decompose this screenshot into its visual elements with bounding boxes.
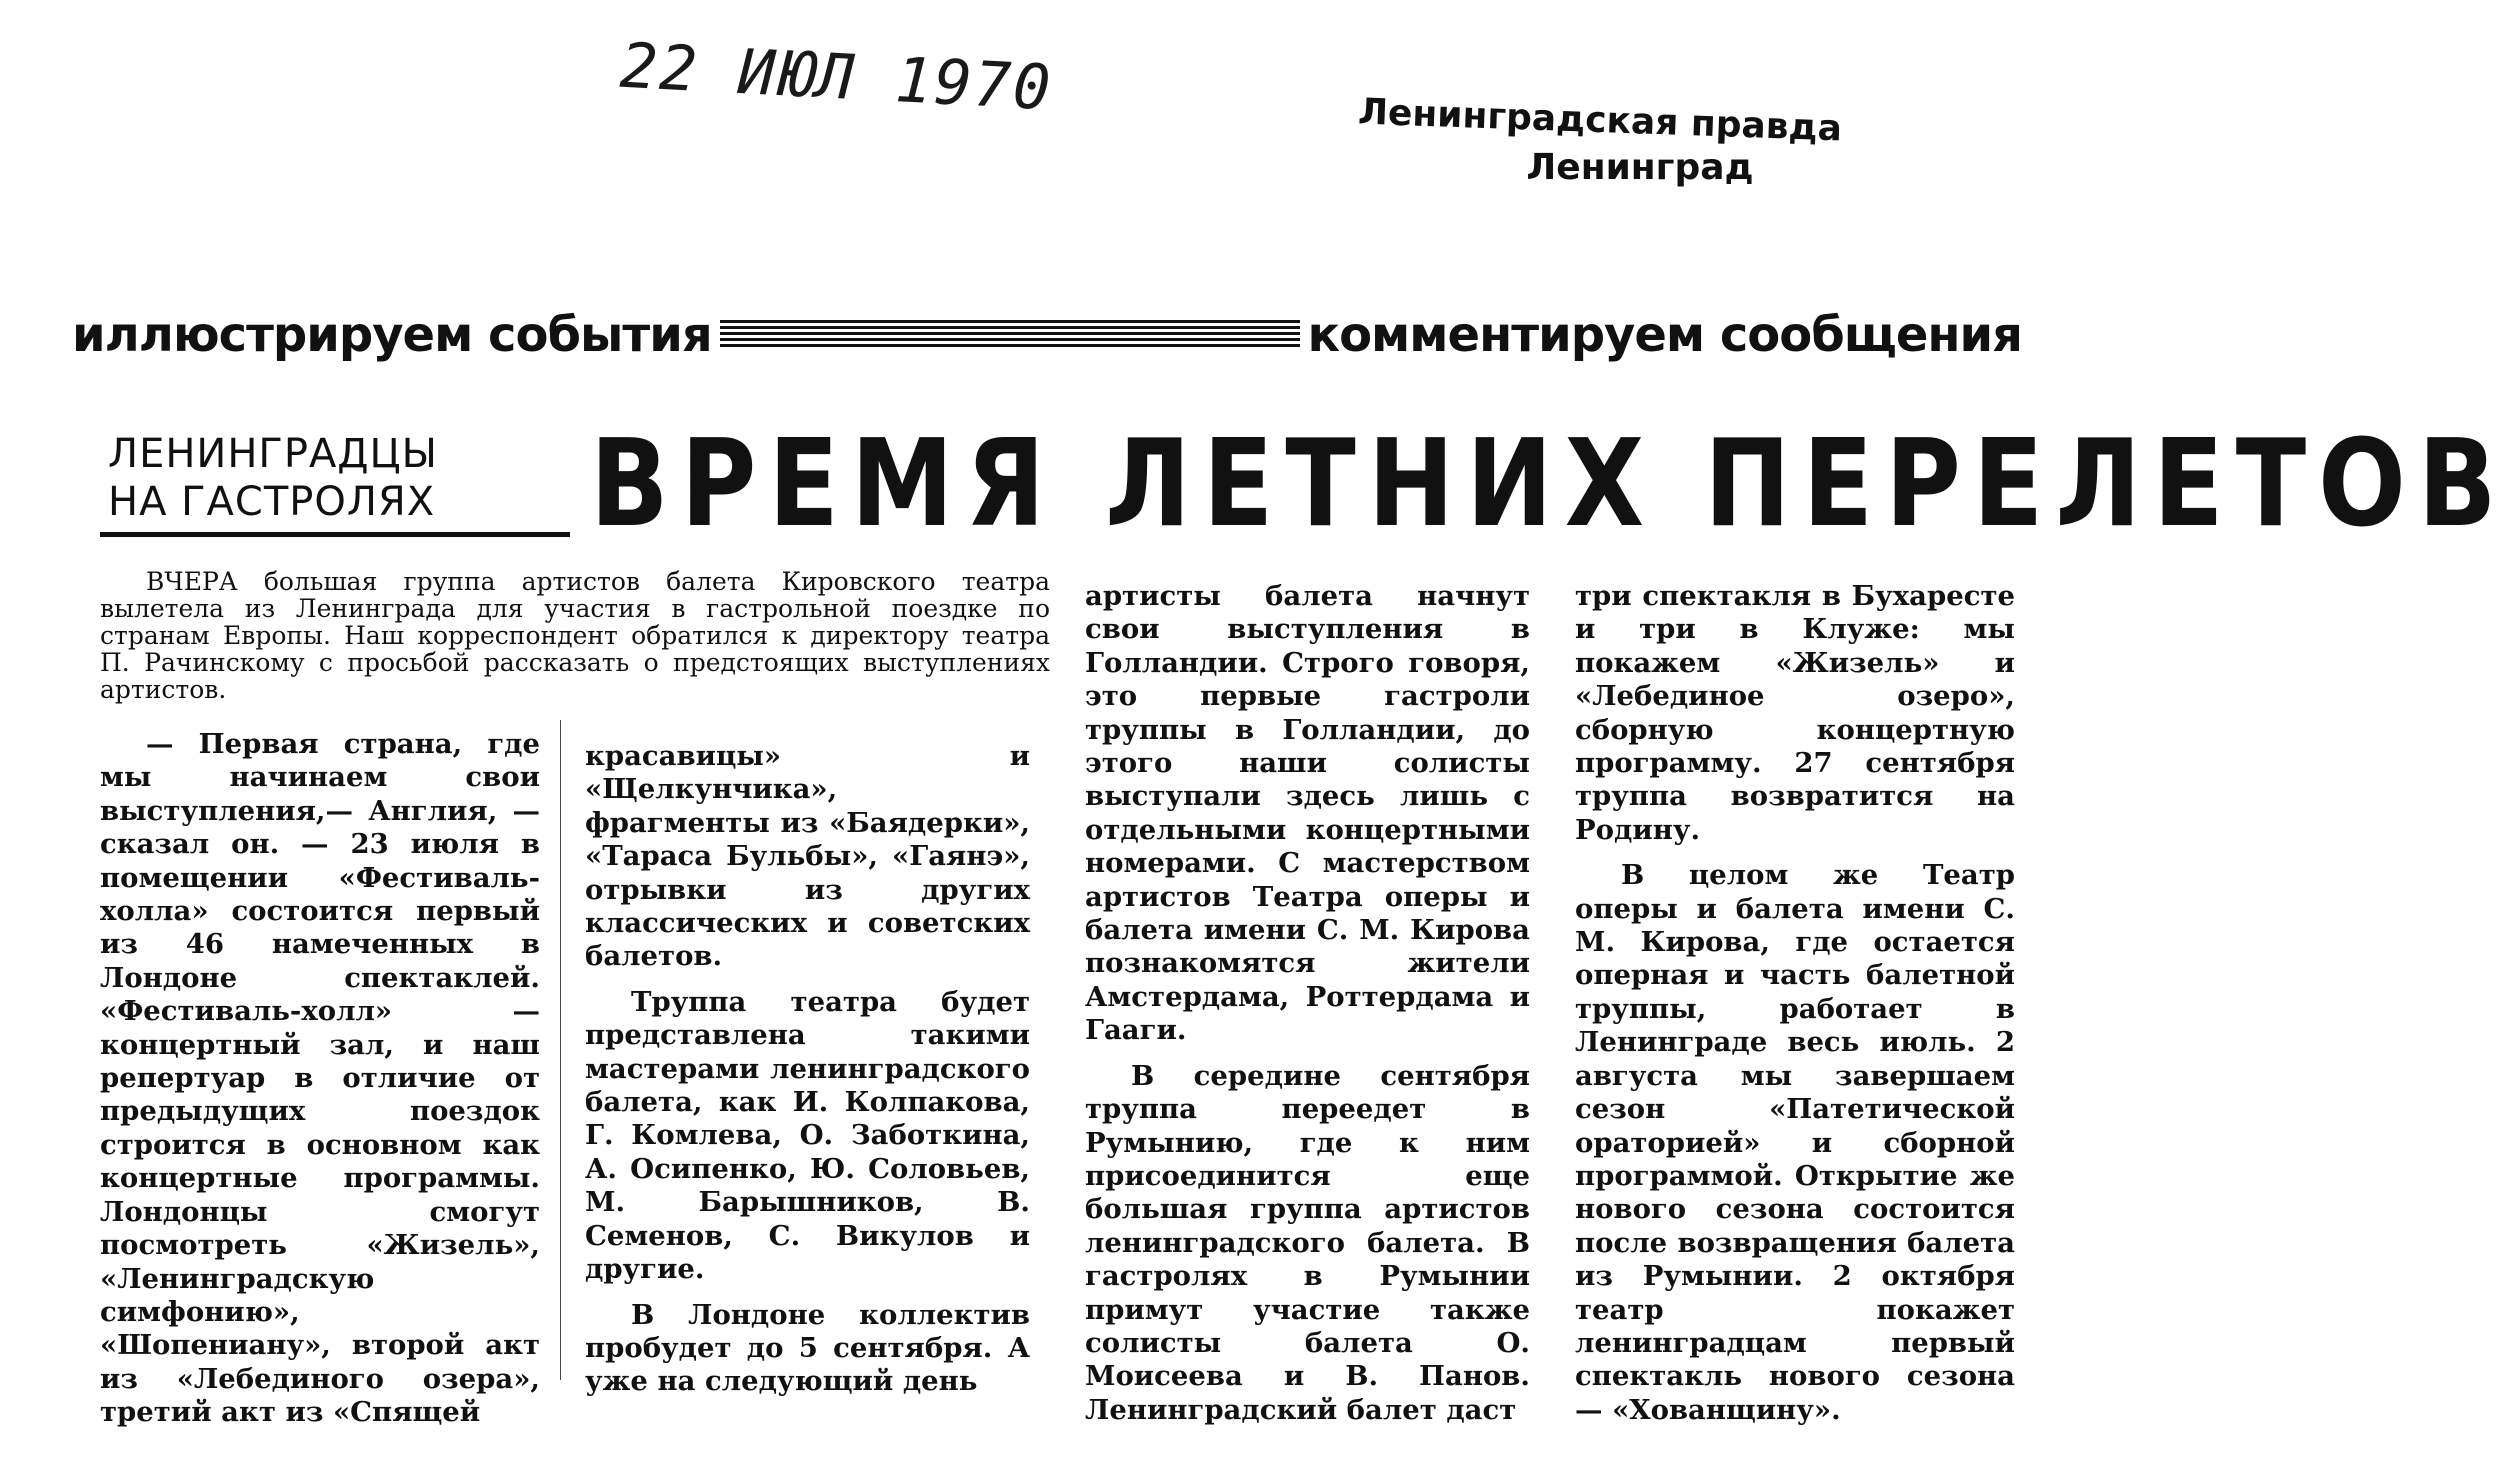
column-2 <box>585 740 1030 1411</box>
column-3 <box>1085 580 1530 1439</box>
column-4 <box>1575 580 2015 1439</box>
newspaper-name: Ленинградская правда <box>1357 91 1843 150</box>
rubric-banner <box>72 300 2022 370</box>
lead-paragraph: ВЧЕРА большая группа артистов балета Кировского театра вылетела из Ленинграда для участия в гастрольной поездке по странам Европы. Наш корреспондент обратился к директору театра П. Рачинскому с просьбой рассказать о предстоящих выступлениях артистов. <box>100 567 1050 704</box>
rubric-divider <box>720 320 1300 350</box>
paragraph: артисты балета начнут свои выступления в Голландии. Строго говоря, это первые гастроли труппы в Голландии, до этого наши солисты выступали здесь лишь с отдельными концертными номерами. С мастерством артистов Театра оперы и балета имени С. М. Кирова познакомятся жители Амстердама, Роттердама и Гааги. <box>1085 580 1530 1047</box>
paragraph: В Лондоне коллектив пробудет до 5 сентября. А уже на следующий день <box>585 1298 1030 1398</box>
rubric-right: комментируем сообщения <box>1307 307 2022 363</box>
kicker-line-1: ЛЕНИНГРАДЦЫ <box>108 431 438 477</box>
paragraph: — Первая страна, где мы начинаем свои выступления,— Англия, — сказал он. — 23 июля в помещении «Фестиваль-холла» состоится первый из 46 намеченных в Лондоне спектаклей. «Фестиваль-холл» — концертный зал, и наш репертуар в отличие от предыдущих поездок строится в основном как концертные программы. Лондонцы смогут посмотреть «Жизель», «Ленинградскую симфонию», «Шопениану», второй акт из «Лебединого озера», третий акт из «Спящей <box>100 728 540 1429</box>
headline: ВРЕМЯ ЛЕТНИХ ПЕРЕЛЕТОВ <box>590 415 2509 554</box>
rubric-left: иллюстрируем события <box>72 307 712 363</box>
date-stamp: 22 ИЮЛ 1970 <box>618 28 1055 125</box>
kicker-line-2: НА ГАСТРОЛЯХ <box>108 479 436 525</box>
column-divider <box>560 720 561 1380</box>
paragraph: три спектакля в Бухаресте и три в Клуже: мы покажем «Жизель» и «Лебединое озеро», сборную концертную программу. 27 сентября труппа возвратится на Родину. <box>1575 580 2015 846</box>
paragraph: красавицы» и «Щелкунчика», фрагменты из «Баядерки», «Тараса Бульбы», «Гаянэ», отрывки из других классических и советских балетов. <box>585 740 1030 973</box>
paragraph: В середине сентября труппа переедет в Румынию, где к ним присоединится еще большая группа артистов ленинградского балета. В гастролях в Румынии примут участие также солисты балета О. Моисеева и В. Панов. Ленинградский балет даст <box>1085 1059 1530 1426</box>
paragraph: Труппа театра будет представлена такими мастерами ленинградского балета, как И. Колпакова, Г. Комлева, О. Заботкина, А. Осипенко, Ю. Соловьев, М. Барышников, В. Семенов, С. Викулов и другие. <box>585 985 1030 1286</box>
newspaper-city: Ленинград <box>1526 147 1754 188</box>
paragraph: В целом же Театр оперы и балета имени С. М. Кирова, где остается оперная и часть балетной труппы, работает в Ленинграде весь июль. 2 августа мы завершаем сезон «Патетической ораторией» и сборной программой. Открытие же нового сезона состоится после возвращения балета из Румынии. 2 октября театр покажет ленинградцам первый спектакль нового сезона — «Хованщину». <box>1575 859 2015 1426</box>
kicker-rule <box>100 532 570 537</box>
kicker <box>108 430 558 526</box>
column-1 <box>100 728 540 1442</box>
source-stamp <box>1300 91 1900 188</box>
